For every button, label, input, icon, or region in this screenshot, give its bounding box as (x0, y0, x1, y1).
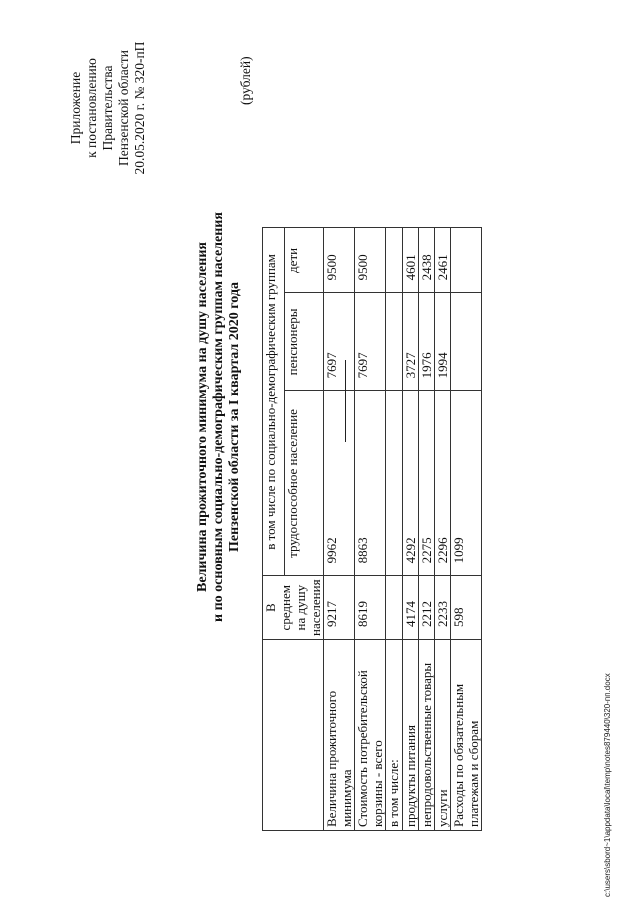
header-group: в том числе по социально-демографическим группам (263, 228, 285, 576)
cell-children: 9500 (324, 228, 355, 293)
cell-children: 2461 (435, 228, 451, 293)
heading-line: Пензенской области за I квартал 2020 года (227, 282, 242, 552)
table-row (435, 228, 451, 831)
row-label: непродовольственные товары (419, 640, 435, 831)
appendix-line: к постановлению Правительства (84, 58, 115, 158)
row-label: продукты питания (403, 640, 419, 831)
table-row (355, 228, 386, 831)
cell-average: 9217 (324, 576, 355, 640)
cell-average: 4174 (403, 576, 419, 640)
cell-pensioners (451, 293, 482, 391)
row-label: в том числе: (386, 640, 403, 831)
cell-pensioners: 7697 (324, 293, 355, 391)
row-label: Стоимость потребительской корзины - всего (355, 640, 386, 831)
appendix-date-number: 20.05.2020 г. № 320-пП (132, 41, 147, 175)
row-label: Величина прожиточного минимума (324, 640, 355, 831)
header-children: дети (285, 228, 324, 293)
row-label: услуги (435, 640, 451, 831)
appendix-line: Пензенской области (116, 50, 131, 166)
subsistence-table (262, 227, 482, 831)
signature-divider (345, 360, 346, 442)
cell-average: 598 (451, 576, 482, 640)
cell-pensioners: 7697 (355, 293, 386, 391)
cell-children (386, 228, 403, 293)
row-label: Расходы по обязательным платежам и сборам (451, 640, 482, 831)
header-working: трудоспособное население (285, 391, 324, 576)
cell-working: 4292 (403, 391, 419, 576)
table-header-row (263, 228, 285, 831)
cell-average (386, 576, 403, 640)
cell-working: 2275 (419, 391, 435, 576)
cell-children: 4601 (403, 228, 419, 293)
cell-working: 2296 (435, 391, 451, 576)
cell-children: 2438 (419, 228, 435, 293)
cell-pensioners: 1994 (435, 293, 451, 391)
cell-children (451, 228, 482, 293)
cell-average: 2233 (435, 576, 451, 640)
heading-line: Величина прожиточного минимума на душу населения (195, 242, 210, 592)
appendix-title: Приложение (68, 71, 83, 145)
header-average (263, 576, 324, 640)
cell-children: 9500 (355, 228, 386, 293)
table-row (324, 228, 355, 831)
cell-pensioners: 1976 (419, 293, 435, 391)
cell-working: 9962 (324, 391, 355, 576)
header-average-line: В среднем (263, 585, 293, 631)
table-row (451, 228, 482, 831)
table-row (386, 228, 403, 831)
cell-working (386, 391, 403, 576)
cell-average: 2212 (419, 576, 435, 640)
appendix-block (68, 33, 148, 183)
heading-line: и по основным социально-демографическим группам населения (211, 212, 226, 622)
cell-working: 1099 (451, 391, 482, 576)
cell-average: 8619 (355, 576, 386, 640)
cell-working: 8863 (355, 391, 386, 576)
table-row (403, 228, 419, 831)
header-average-line: населения (308, 579, 323, 636)
document-heading (195, 187, 243, 647)
cell-pensioners: 3727 (403, 293, 419, 391)
unit-label: (рублей) (238, 56, 253, 105)
file-path-footer: c:\users\sbord~1\appdata\local\temp\notes879440\320-пп.docx (603, 673, 612, 897)
header-empty-cell (263, 640, 324, 831)
header-pensioners: пенсионеры (285, 293, 324, 391)
table-row (419, 228, 435, 831)
header-average-line: на душу (293, 584, 308, 631)
cell-pensioners (386, 293, 403, 391)
